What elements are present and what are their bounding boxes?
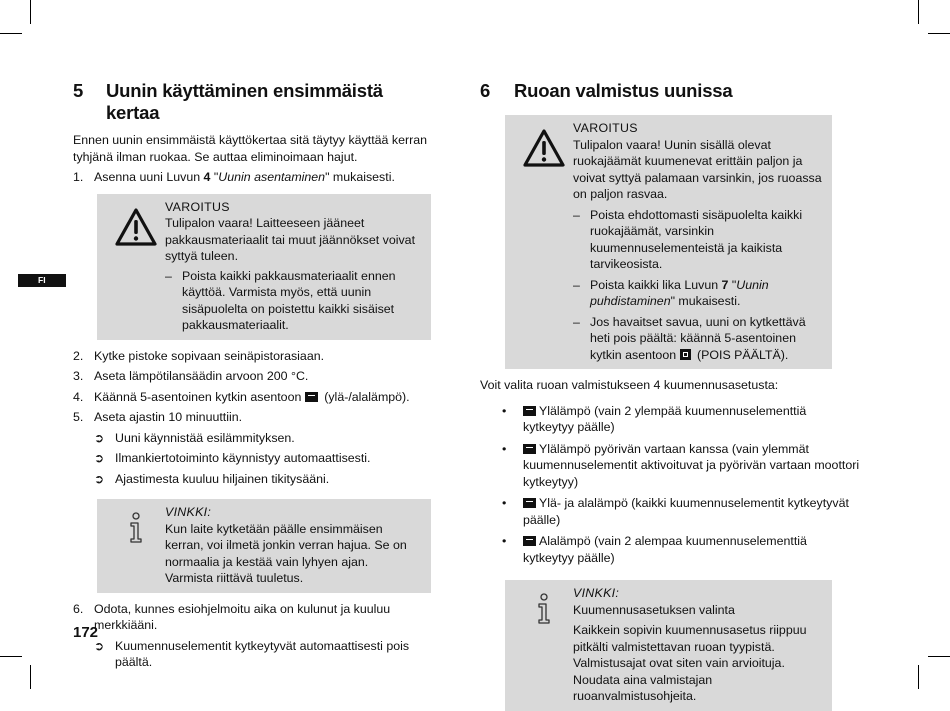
- arrow-icon: ➲: [94, 430, 105, 445]
- tip-text: Kun laite kytketään päälle ensimmäisen kerran, voi ilmetä jonkin verran hajua. Se on normaalia ja kestää vain lyhyen ajan.: [165, 521, 407, 569]
- warning-triangle-icon: [515, 120, 573, 363]
- step-1: [73, 169, 431, 186]
- page-number: 172: [73, 624, 99, 641]
- heading-text: Uunin käyttäminen ensimmäistä kertaa: [105, 80, 383, 123]
- warning-dash-item: – Jos havaitset savua, uuni on kytkettävä heti pois päältä: käännä 5-asentoinen kytkin asentoon (POIS PÄÄLTÄ).: [573, 314, 806, 362]
- warning-title: VAROITUS: [165, 199, 230, 214]
- crop-mark: [928, 656, 950, 657]
- warning-triangle-icon: [107, 199, 165, 334]
- tip-text: Kaikkein sopivin kuumennusasetus riippuu pitkälti valmistettavan ruoan tyypistä. Valmistusajat ovat siten vain arvioituja. Noudata aina valmistajan ruoanvalmistusohjeita.: [573, 623, 807, 703]
- tip-title: VINKKI:: [573, 586, 620, 600]
- step-number: 1.: [73, 170, 84, 184]
- language-tab: FI: [18, 274, 66, 287]
- section-6-heading: [480, 80, 860, 102]
- crop-mark: [30, 665, 31, 689]
- section-5-heading: [73, 80, 431, 124]
- result-item: ➲ Uuni käynnistää esilämmityksen.: [94, 430, 295, 445]
- heading-number: 6: [480, 80, 491, 101]
- crop-mark: [0, 33, 22, 34]
- tip-box: [97, 499, 431, 593]
- warning-dash-item: – Poista ehdottomasti sisäpuolelta kaikki ruokajäämät, varsinkin kuumennuselementeistä ja kaikista tarvikeosista.: [573, 207, 803, 271]
- heating-option: • Ylälämpö (vain 2 ylempää kuumennuselementtiä kytkeytyy päälle): [502, 403, 807, 434]
- bottom-heat-icon: [523, 536, 536, 546]
- step-5: 5. Aseta ajastin 10 minuuttiin.: [73, 410, 243, 424]
- info-icon: [107, 504, 165, 587]
- crop-mark: [918, 0, 919, 24]
- tip-text-2: Varmista riittävä tuuletus.: [165, 571, 304, 585]
- right-column: [480, 80, 860, 711]
- crop-mark: [918, 665, 919, 689]
- warning-title: VAROITUS: [573, 121, 638, 135]
- intro-paragraph: Ennen uunin ensimmäistä käyttökertaa sitä täytyy käyttää kerran tyhjänä ilman ruokaa. Se auttaa eliminoimaan hajut.: [73, 133, 427, 164]
- crop-mark: [0, 656, 22, 657]
- heading-text: Ruoan valmistus uunissa: [514, 80, 733, 101]
- heating-option: • Alalämpö (vain 2 alempaa kuumennuselementtiä kytkeytyy päälle): [502, 534, 807, 565]
- step-4: 4. Käännä 5-asentoinen kytkin asentoon (ylä-/alalämpö).: [73, 389, 410, 404]
- arrow-icon: ➲: [94, 471, 105, 486]
- step-3: 3. Aseta lämpötilansäädin arvoon 200 °C.: [73, 369, 309, 383]
- tip-subtitle: Kuumennusasetuksen valinta: [573, 602, 735, 617]
- step-6: 6. Odota, kunnes esiohjelmoitu aika on kulunut ja kuuluu merkkiääni.: [73, 601, 391, 632]
- arrow-icon: ➲: [94, 638, 105, 653]
- info-icon: [515, 585, 573, 705]
- warning-text: Tulipalon vaara! Laitteeseen jääneet pakkausmateriaalit tai muut jäännökset voivat syttyä tuleen.: [165, 216, 416, 263]
- warning-box: [505, 115, 832, 369]
- step-2: 2. Kytke pistoke sopivaan seinäpistorasiaan.: [73, 348, 325, 363]
- result-item: ➲ Ilmankiertotoiminto käynnistyy automaattisesti.: [94, 451, 371, 465]
- top-heat-rotisserie-icon: [523, 444, 536, 454]
- step-text: Asenna uuni Luvun 4 "Uunin asentaminen" mukaisesti.: [94, 170, 395, 184]
- warning-dash-item: – Poista kaikki pakkausmateriaalit ennen käyttöä. Varmista myös, että uunin sisäpuolelta on poistettu kaikki sisäiset pakkausmateriaalit.: [165, 268, 396, 332]
- warning-text: Tulipalon vaara! Uunin sisällä olevat ruokajäämät kuumenevat erittäin paljon ja voivat syttyä palamaan varsinkin, jos ruoassa on paljon rasvaa.: [573, 137, 822, 201]
- top-heat-icon: [523, 406, 536, 416]
- off-position-icon: [680, 349, 691, 360]
- result-item: ➲ Kuumennuselementit kytkeytyvät automaattisesti pois päältä.: [94, 638, 410, 669]
- heating-option: • Ylälämpö pyörivän vartaan kanssa (vain ylemmät kuumennuselementit aktivoituvat ja pyörivän vartaan moottori kytkeytyy): [502, 441, 860, 489]
- arrow-icon: ➲: [94, 451, 105, 465]
- heating-option: • Ylä- ja alalämpö (kaikki kuumennuselementit kytkeytyvät päälle): [502, 496, 849, 527]
- top-bottom-heat-icon: [305, 392, 318, 402]
- tip-title: VINKKI:: [165, 505, 212, 519]
- result-item: ➲ Ajastimesta kuuluu hiljainen tikitysääni.: [94, 471, 330, 486]
- crop-mark: [928, 33, 950, 34]
- warning-dash-item: – Poista kaikki lika Luvun 7 "Uunin puhdistaminen" mukaisesti.: [573, 277, 769, 308]
- left-column: [73, 80, 431, 675]
- settings-intro: Voit valita ruoan valmistukseen 4 kuumennusasetusta:: [480, 378, 779, 392]
- top-bottom-heat-icon: [523, 498, 536, 508]
- heading-number: 5: [73, 80, 84, 101]
- warning-box: [97, 194, 431, 340]
- tip-box: [505, 580, 832, 711]
- crop-mark: [30, 0, 31, 24]
